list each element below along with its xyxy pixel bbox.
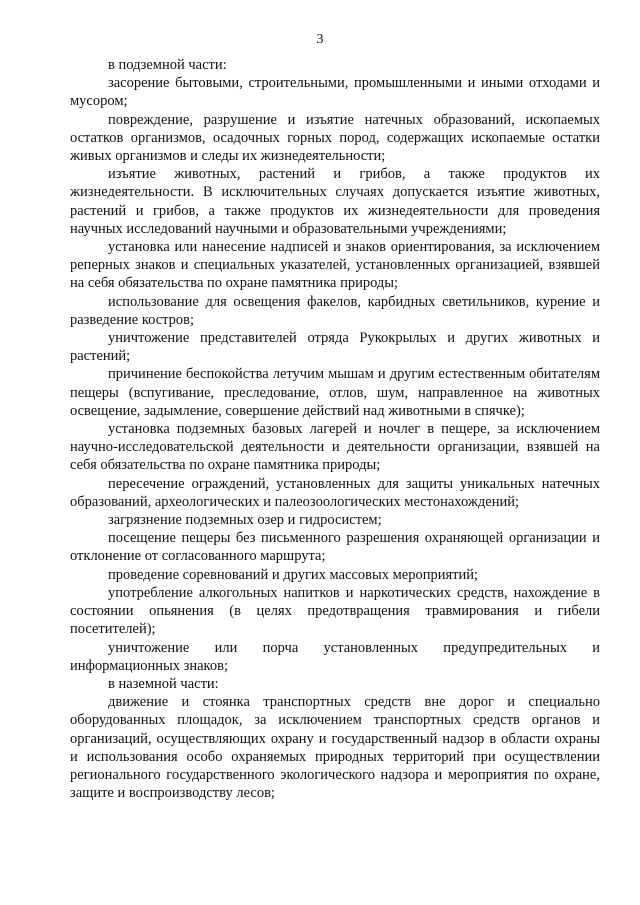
prohibition-item: движение и стоянка транспортных средств вне дорог и специально оборудованных площадок, за исключением транспортных средств органов и организаций, осуществляющих охрану и государственный надзор в области охраны и использования особо охраняемых природных территорий при осуществлении регионального государственного экологического надзора и мероприятия по охране, защите и воспроизводству лесов; — [70, 694, 600, 802]
prohibition-item: установка или нанесение надписей и знаков ориентирования, за исключением реперных знаков и специальных указателей, установленных организацией, взявшей на себя обязательства по охране памятника природы; — [70, 239, 600, 292]
prohibition-item: проведение соревнований и других массовых мероприятий; — [108, 566, 479, 583]
prohibition-item: повреждение, разрушение и изъятие натечных образований, ископаемых остатков организмов, осадочных горных пород, содержащих ископаемые остатки живых организмов и следы их жизнедеятельности; — [70, 111, 600, 165]
prohibition-item: употребление алкогольных напитков и наркотических средств, нахождение в состоянии опьянения (в целях предотвращения травмирования и гибели посетителей); — [70, 584, 600, 638]
prohibition-item: установка подземных базовых лагерей и ночлег в пещере, за исключением научно-исследовательской деятельности и деятельности организации, взявшей на себя обязательства по охране памятника природы; — [70, 421, 600, 474]
prohibition-item: изъятие животных, растений и грибов, а также продуктов их жизнедеятельности. В исключительных случаях допускается изъятие животных, растений и грибов, а также продуктов их жизнедеятельности для проведения научных исследований научными и образовательными учреждениями; — [70, 166, 600, 237]
document-body — [70, 56, 600, 802]
prohibition-item: пересечение ограждений, установленных для защиты уникальных натечных образований, археологических и палеозоологических местонахождений; — [70, 475, 600, 510]
prohibition-item: причинение беспокойства летучим мышам и другим естественным обитателям пещеры (вспугивание, преследование, отлов, шум, направленное на животных освещение, задымление, совершение действий над животными в спячке); — [70, 366, 600, 419]
prohibition-item: уничтожение представителей отряда Рукокрылых и других животных и растений; — [70, 330, 600, 365]
prohibition-item: загрязнение подземных озер и гидросистем; — [108, 512, 382, 529]
prohibition-item: уничтожение или порча установленных предупредительных и информационных знаков; — [70, 639, 600, 674]
page-number: 3 — [316, 32, 324, 47]
section-heading-surface: в наземной части: — [108, 675, 219, 692]
prohibition-item: посещение пещеры без письменного разрешения охраняющей организации и отклонение от согласованного маршрута; — [70, 530, 600, 565]
section-heading-underground: в подземной части: — [108, 57, 227, 73]
prohibition-item: использование для освещения факелов, карбидных светильников, курение и разведение костров; — [70, 293, 600, 328]
prohibition-item: засорение бытовыми, строительными, промышленными и иными отходами и мусором; — [70, 75, 600, 110]
